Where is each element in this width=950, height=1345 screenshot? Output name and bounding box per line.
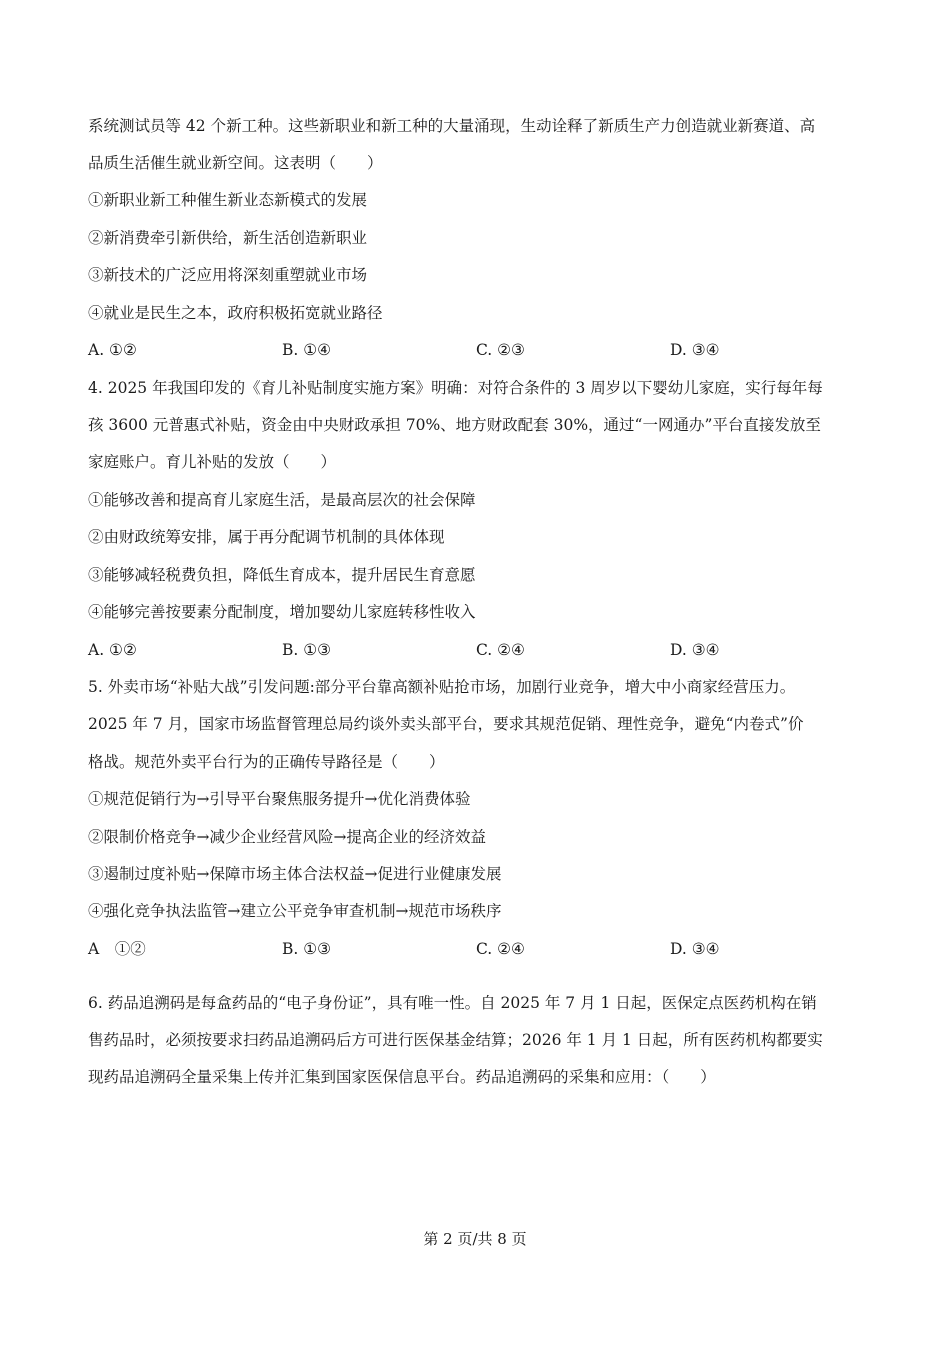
q5-option-b[interactable]: B. ①③ xyxy=(282,940,332,958)
q5-option-c[interactable]: C. ②④ xyxy=(476,940,525,958)
q6-text-line-3: 现药品追溯码全量采集上传并汇集到国家医保信息平台。药品追溯码的采集和应用：（ ） xyxy=(88,1068,716,1086)
q5-text-line-3: 格战。规范外卖平台行为的正确传导路径是（ ） xyxy=(88,753,445,771)
q5-options xyxy=(88,938,868,960)
q3-option-a[interactable]: A. ①② xyxy=(88,341,137,359)
q4-options xyxy=(88,639,868,661)
q4-text-line-2: 孩 3600 元普惠式补贴，资金由中央财政承担 70%、地方财政配套 30%，通过“一网通办”平台直接发放至 xyxy=(88,416,821,434)
q5-statement-3: ③遏制过度补贴→保障市场主体合法权益→促进行业健康发展 xyxy=(88,865,502,883)
q4-text-line-1: 4. 2025 年我国印发的《育儿补贴制度实施方案》明确：对符合条件的 3 周岁以下婴幼儿家庭，实行每年每 xyxy=(88,379,823,397)
q5-statement-4: ④强化竞争执法监管→建立公平竞争审查机制→规范市场秩序 xyxy=(88,902,502,920)
q4-option-c[interactable]: C. ②④ xyxy=(476,641,525,659)
q4-statement-2: ②由财政统筹安排，属于再分配调节机制的具体体现 xyxy=(88,528,445,546)
q3-option-c[interactable]: C. ②③ xyxy=(476,341,525,359)
q3-statement-2: ②新消费牵引新供给，新生活创造新职业 xyxy=(88,229,368,247)
q4-option-b[interactable]: B. ①③ xyxy=(282,641,332,659)
q3-option-b[interactable]: B. ①④ xyxy=(282,341,332,359)
q5-text-line-1: 5. 外卖市场“补贴大战”引发问题:部分平台靠高额补贴抢市场，加剧行业竞争，增大中小商家经营压力。 xyxy=(88,678,796,696)
q3-text-line-1: 系统测试员等 42 个新工种。这些新职业和新工种的大量涌现，生动诠释了新质生产力创造就业新赛道、高 xyxy=(88,117,816,135)
q6-text-line-1: 6. 药品追溯码是每盒药品的“电子身份证”，具有唯一性。自 2025 年 7 月 1 日起，医保定点医药机构在销 xyxy=(88,994,817,1012)
q4-statement-1: ①能够改善和提高育儿家庭生活，是最高层次的社会保障 xyxy=(88,491,476,509)
q3-statement-3: ③新技术的广泛应用将深刻重塑就业市场 xyxy=(88,266,368,284)
q5-option-d[interactable]: D. ③④ xyxy=(670,940,720,958)
q5-text-line-2: 2025 年 7 月，国家市场监督管理总局约谈外卖头部平台，要求其规范促销、理性竞争，避免“内卷式”价 xyxy=(88,715,804,733)
q4-text-line-3: 家庭账户。育儿补贴的发放（ ） xyxy=(88,453,337,471)
q4-option-a[interactable]: A. ①② xyxy=(88,641,137,659)
q4-statement-4: ④能够完善按要素分配制度，增加婴幼儿家庭转移性收入 xyxy=(88,603,476,621)
q5-statement-2: ②限制价格竞争→减少企业经营风险→提高企业的经济效益 xyxy=(88,828,486,846)
q6-text-line-2: 售药品时，必须按要求扫药品追溯码后方可进行医保基金结算；2026 年 1 月 1 日起，所有医药机构都要实 xyxy=(88,1031,823,1049)
q5-option-a[interactable]: A ①② xyxy=(88,940,146,958)
q3-statement-4: ④就业是民生之本，政府积极拓宽就业路径 xyxy=(88,304,383,322)
q3-option-d[interactable]: D. ③④ xyxy=(670,341,720,359)
q5-statement-1: ①规范促销行为→引导平台聚焦服务提升→优化消费体验 xyxy=(88,790,471,808)
q4-statement-3: ③能够减轻税费负担，降低生育成本，提升居民生育意愿 xyxy=(88,566,476,584)
q3-statement-1: ①新职业新工种催生新业态新模式的发展 xyxy=(88,191,368,209)
q3-text-line-2: 品质生活催生就业新空间。这表明（ ） xyxy=(88,154,383,172)
q3-options xyxy=(88,339,868,361)
page-number-footer: 第 2 页/共 8 页 xyxy=(423,1230,527,1248)
q4-option-d[interactable]: D. ③④ xyxy=(670,641,720,659)
